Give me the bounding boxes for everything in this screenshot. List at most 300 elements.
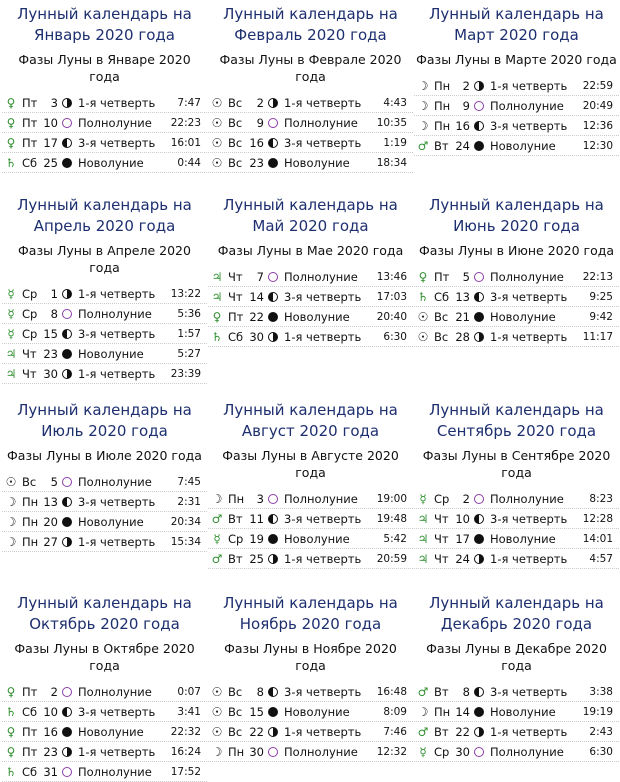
day-number: 13 bbox=[455, 290, 470, 304]
phase-row bbox=[414, 287, 619, 307]
phase-row bbox=[2, 153, 207, 173]
phase-label: Новолуние bbox=[78, 347, 144, 361]
phase-row bbox=[2, 682, 207, 702]
day-number: 30 bbox=[455, 745, 470, 759]
day-number: 13 bbox=[43, 495, 58, 509]
day-number: 30 bbox=[43, 367, 58, 381]
month-september bbox=[414, 400, 619, 569]
phase-label: Новолуние bbox=[78, 515, 144, 529]
phase-list bbox=[2, 93, 207, 173]
phase-label: 1-я четверть bbox=[78, 535, 156, 549]
phase-label: Полнолуние bbox=[490, 745, 564, 759]
weekday: Пт bbox=[228, 310, 244, 324]
row-divider bbox=[2, 172, 207, 173]
phase-row bbox=[414, 116, 619, 136]
first-quarter-icon bbox=[474, 554, 484, 564]
phase-list bbox=[208, 682, 413, 762]
sun-icon: ☉ bbox=[5, 475, 17, 489]
phase-label: Новолуние bbox=[78, 156, 144, 170]
day-number: 2 bbox=[462, 492, 470, 506]
phase-label: Новолуние bbox=[284, 310, 350, 324]
phase-label: Полнолуние bbox=[284, 270, 358, 284]
weekday: Сб bbox=[434, 290, 450, 304]
month-title: Лунный календарь на Январь 2020 года bbox=[17, 5, 192, 44]
day-number: 15 bbox=[249, 705, 264, 719]
day-number: 22 bbox=[249, 310, 264, 324]
first-quarter-icon bbox=[268, 727, 278, 737]
phase-label: Новолуние bbox=[490, 139, 556, 153]
phase-label: Полнолуние bbox=[490, 270, 564, 284]
row-divider bbox=[208, 761, 413, 762]
phase-row bbox=[208, 133, 413, 153]
moon-icon: ☽ bbox=[211, 492, 223, 506]
full-moon-icon bbox=[268, 118, 278, 128]
weekday: Ср bbox=[22, 327, 38, 341]
mars-icon: ♂ bbox=[211, 552, 223, 566]
month-subtitle: Фазы Луны в Декабре 2020 года bbox=[426, 641, 607, 673]
moon-icon: ☽ bbox=[417, 79, 429, 93]
day-number: 21 bbox=[455, 310, 470, 324]
phase-list bbox=[414, 76, 619, 156]
first-quarter-icon bbox=[268, 554, 278, 564]
sun-icon: ☉ bbox=[211, 136, 223, 150]
phase-list bbox=[414, 489, 619, 569]
phase-row bbox=[2, 93, 207, 113]
mars-icon: ♂ bbox=[417, 725, 429, 739]
new-moon-icon bbox=[268, 312, 278, 322]
weekday: Вс bbox=[228, 156, 243, 170]
phase-time: 4:57 bbox=[589, 553, 613, 565]
day-number: 31 bbox=[43, 765, 58, 779]
day-number: 25 bbox=[249, 552, 264, 566]
mercury-icon: ☿ bbox=[7, 287, 15, 301]
weekday: Пн bbox=[434, 119, 451, 133]
weekday: Вт bbox=[228, 512, 243, 526]
weekday: Чт bbox=[22, 347, 37, 361]
venus-icon: ♀ bbox=[6, 96, 16, 110]
new-moon-icon bbox=[62, 727, 72, 737]
day-number: 3 bbox=[50, 96, 58, 110]
phase-time: 23:39 bbox=[170, 368, 201, 380]
phase-time: 22:32 bbox=[170, 726, 201, 738]
row-divider bbox=[414, 568, 619, 569]
weekday: Чт bbox=[228, 270, 243, 284]
mars-icon: ♂ bbox=[417, 139, 429, 153]
phase-row bbox=[414, 267, 619, 287]
month-subtitle: Фазы Луны в Августе 2020 года bbox=[222, 448, 399, 480]
last-quarter-icon bbox=[268, 292, 278, 302]
phase-row bbox=[208, 682, 413, 702]
moon-icon: ☽ bbox=[5, 495, 17, 509]
phase-time: 0:07 bbox=[177, 686, 201, 698]
new-moon-icon bbox=[474, 312, 484, 322]
weekday: Чт bbox=[228, 290, 243, 304]
day-number: 8 bbox=[50, 307, 58, 321]
phase-time: 2:43 bbox=[589, 726, 613, 738]
phase-label: 3-я четверть bbox=[284, 685, 362, 699]
phase-label: 3-я четверть bbox=[490, 685, 568, 699]
weekday: Сб bbox=[228, 330, 244, 344]
month-march bbox=[414, 4, 619, 156]
new-moon-icon bbox=[268, 534, 278, 544]
moon-icon: ☽ bbox=[417, 705, 429, 719]
phase-time: 7:45 bbox=[177, 476, 201, 488]
phase-label: 1-я четверть bbox=[490, 79, 568, 93]
phase-label: Полнолуние bbox=[284, 492, 358, 506]
weekday: Вт bbox=[228, 552, 243, 566]
phase-time: 3:38 bbox=[589, 686, 613, 698]
month-july bbox=[2, 400, 207, 552]
weekday: Сб bbox=[22, 765, 38, 779]
jupiter-icon: ♃ bbox=[211, 270, 223, 284]
weekday: Ср bbox=[434, 492, 450, 506]
day-number: 5 bbox=[50, 475, 58, 489]
day-number: 8 bbox=[256, 685, 264, 699]
day-number: 23 bbox=[43, 347, 58, 361]
phase-row bbox=[208, 742, 413, 762]
phase-row bbox=[208, 113, 413, 133]
last-quarter-icon bbox=[268, 138, 278, 148]
weekday: Ср bbox=[22, 307, 38, 321]
phase-row bbox=[208, 722, 413, 742]
sun-icon: ☉ bbox=[211, 685, 223, 699]
full-moon-icon bbox=[62, 767, 72, 777]
full-moon-icon bbox=[62, 687, 72, 697]
phase-label: 3-я четверть bbox=[78, 136, 156, 150]
phase-row bbox=[2, 344, 207, 364]
day-number: 16 bbox=[43, 725, 58, 739]
phase-row bbox=[414, 742, 619, 762]
day-number: 3 bbox=[256, 492, 264, 506]
sun-icon: ☉ bbox=[417, 310, 429, 324]
row-divider bbox=[208, 346, 413, 347]
saturn-icon: ♄ bbox=[5, 705, 17, 719]
month-title: Лунный календарь на Апрель 2020 года bbox=[17, 196, 192, 235]
first-quarter-icon bbox=[62, 747, 72, 757]
phase-time: 20:59 bbox=[376, 553, 407, 565]
phase-label: 1-я четверть bbox=[78, 367, 156, 381]
day-number: 14 bbox=[249, 290, 264, 304]
month-title: Лунный календарь на Июль 2020 года bbox=[17, 401, 192, 440]
month-subtitle: Фазы Луны в Феврале 2020 года bbox=[219, 52, 402, 84]
last-quarter-icon bbox=[474, 121, 484, 131]
mercury-icon: ☿ bbox=[213, 532, 221, 546]
day-number: 2 bbox=[462, 79, 470, 93]
phase-label: Полнолуние bbox=[78, 307, 152, 321]
phase-row bbox=[208, 153, 413, 173]
new-moon-icon bbox=[474, 534, 484, 544]
phase-list bbox=[2, 284, 207, 384]
phase-label: 1-я четверть bbox=[284, 96, 362, 110]
phase-label: Полнолуние bbox=[78, 116, 152, 130]
phase-time: 9:25 bbox=[589, 291, 613, 303]
phase-time: 19:00 bbox=[376, 493, 407, 505]
month-title: Лунный календарь на Март 2020 года bbox=[429, 5, 604, 44]
sun-icon: ☉ bbox=[211, 116, 223, 130]
row-divider bbox=[414, 761, 619, 762]
weekday: Пн bbox=[22, 495, 39, 509]
phase-label: 1-я четверть bbox=[78, 287, 156, 301]
last-quarter-icon bbox=[268, 514, 278, 524]
jupiter-icon: ♃ bbox=[211, 290, 223, 304]
month-subtitle: Фазы Луны в Январе 2020 года bbox=[18, 52, 191, 84]
phase-row bbox=[2, 113, 207, 133]
venus-icon: ♀ bbox=[6, 685, 16, 699]
phase-label: Новолуние bbox=[490, 532, 556, 546]
phase-label: 1-я четверть bbox=[284, 330, 362, 344]
day-number: 10 bbox=[455, 512, 470, 526]
day-number: 17 bbox=[43, 136, 58, 150]
row-divider bbox=[414, 155, 619, 156]
phase-label: 3-я четверть bbox=[490, 119, 568, 133]
month-november bbox=[208, 593, 413, 762]
month-august bbox=[208, 400, 413, 569]
phase-label: 3-я четверть bbox=[78, 705, 156, 719]
weekday: Пт bbox=[22, 725, 38, 739]
weekday: Вс bbox=[228, 116, 243, 130]
day-number: 22 bbox=[249, 725, 264, 739]
last-quarter-icon bbox=[62, 707, 72, 717]
month-title: Лунный календарь на Август 2020 года bbox=[223, 401, 398, 440]
day-number: 17 bbox=[455, 532, 470, 546]
phase-label: 1-я четверть bbox=[284, 725, 362, 739]
mercury-icon: ☿ bbox=[7, 307, 15, 321]
phase-label: 1-я четверть bbox=[78, 745, 156, 759]
weekday: Вс bbox=[228, 685, 243, 699]
phase-row bbox=[414, 307, 619, 327]
moon-icon: ☽ bbox=[5, 515, 17, 529]
phase-time: 12:32 bbox=[376, 746, 407, 758]
saturn-icon: ♄ bbox=[5, 156, 17, 170]
day-number: 16 bbox=[249, 136, 264, 150]
day-number: 9 bbox=[256, 116, 264, 130]
day-number: 24 bbox=[455, 139, 470, 153]
day-number: 2 bbox=[50, 685, 58, 699]
phase-label: Новолуние bbox=[284, 705, 350, 719]
weekday: Сб bbox=[22, 156, 38, 170]
weekday: Пн bbox=[22, 515, 39, 529]
weekday: Пн bbox=[228, 745, 245, 759]
first-quarter-icon bbox=[62, 537, 72, 547]
full-moon-icon bbox=[474, 747, 484, 757]
phase-row bbox=[414, 489, 619, 509]
month-title: Лунный календарь на Ноябрь 2020 года bbox=[223, 594, 398, 633]
phase-label: 1-я четверть bbox=[78, 96, 156, 110]
weekday: Чт bbox=[434, 552, 449, 566]
month-february bbox=[208, 4, 413, 173]
sun-icon: ☉ bbox=[211, 156, 223, 170]
saturn-icon: ♄ bbox=[417, 290, 429, 304]
phase-label: Полнолуние bbox=[78, 475, 152, 489]
row-divider bbox=[208, 172, 413, 173]
phase-time: 12:30 bbox=[582, 140, 613, 152]
phase-time: 16:01 bbox=[170, 137, 201, 149]
phase-time: 4:43 bbox=[383, 97, 407, 109]
phase-row bbox=[2, 722, 207, 742]
phase-time: 18:34 bbox=[376, 157, 407, 169]
day-number: 23 bbox=[249, 156, 264, 170]
phase-row bbox=[208, 327, 413, 347]
weekday: Пн bbox=[434, 99, 451, 113]
new-moon-icon bbox=[268, 158, 278, 168]
phase-label: Полнолуние bbox=[78, 685, 152, 699]
phase-time: 6:30 bbox=[589, 746, 613, 758]
phase-list bbox=[414, 682, 619, 762]
last-quarter-icon bbox=[62, 497, 72, 507]
weekday: Вс bbox=[434, 310, 449, 324]
full-moon-icon bbox=[62, 118, 72, 128]
jupiter-icon: ♃ bbox=[417, 512, 429, 526]
first-quarter-icon bbox=[268, 332, 278, 342]
phase-row bbox=[414, 509, 619, 529]
venus-icon: ♀ bbox=[6, 136, 16, 150]
month-december bbox=[414, 593, 619, 762]
row-divider bbox=[414, 346, 619, 347]
phase-row bbox=[414, 549, 619, 569]
moon-icon: ☽ bbox=[417, 119, 429, 133]
phase-row bbox=[2, 742, 207, 762]
phase-label: 3-я четверть bbox=[490, 290, 568, 304]
weekday: Вс bbox=[434, 330, 449, 344]
month-subtitle: Фазы Луны в Марте 2020 года bbox=[416, 52, 617, 67]
last-quarter-icon bbox=[62, 138, 72, 148]
day-number: 2 bbox=[256, 96, 264, 110]
phase-label: 1-я четверть bbox=[284, 552, 362, 566]
new-moon-icon bbox=[62, 517, 72, 527]
day-number: 9 bbox=[462, 99, 470, 113]
phase-row bbox=[2, 532, 207, 552]
day-number: 30 bbox=[249, 330, 264, 344]
phase-row bbox=[208, 267, 413, 287]
new-moon-icon bbox=[62, 349, 72, 359]
phase-time: 22:59 bbox=[582, 80, 613, 92]
phase-label: 1-я четверть bbox=[490, 552, 568, 566]
day-number: 27 bbox=[43, 535, 58, 549]
last-quarter-icon bbox=[268, 687, 278, 697]
day-number: 14 bbox=[455, 705, 470, 719]
phase-list bbox=[414, 267, 619, 347]
first-quarter-icon bbox=[62, 369, 72, 379]
mercury-icon: ☿ bbox=[419, 745, 427, 759]
day-number: 19 bbox=[249, 532, 264, 546]
weekday: Пн bbox=[434, 705, 451, 719]
phase-row bbox=[2, 762, 207, 782]
weekday: Пт bbox=[22, 685, 38, 699]
weekday: Вс bbox=[228, 725, 243, 739]
day-number: 15 bbox=[43, 327, 58, 341]
sun-icon: ☉ bbox=[211, 96, 223, 110]
phase-label: Новолуние bbox=[284, 156, 350, 170]
phase-row bbox=[2, 133, 207, 153]
phase-row bbox=[414, 702, 619, 722]
weekday: Пн bbox=[434, 79, 451, 93]
first-quarter-icon bbox=[268, 98, 278, 108]
month-january bbox=[2, 4, 207, 173]
full-moon-icon bbox=[268, 747, 278, 757]
phase-time: 5:27 bbox=[177, 348, 201, 360]
phase-row bbox=[414, 136, 619, 156]
venus-icon: ♀ bbox=[418, 270, 428, 284]
weekday: Чт bbox=[434, 512, 449, 526]
phase-label: 3-я четверть bbox=[490, 512, 568, 526]
phase-row bbox=[208, 529, 413, 549]
phase-row bbox=[414, 76, 619, 96]
weekday: Пн bbox=[228, 492, 245, 506]
phase-time: 5:36 bbox=[177, 308, 201, 320]
venus-icon: ♀ bbox=[6, 725, 16, 739]
moon-icon: ☽ bbox=[211, 745, 223, 759]
phase-time: 19:48 bbox=[376, 513, 407, 525]
phase-label: Полнолуние bbox=[284, 116, 358, 130]
full-moon-icon bbox=[268, 272, 278, 282]
phase-time: 16:24 bbox=[170, 746, 201, 758]
weekday: Пт bbox=[22, 136, 38, 150]
phase-row bbox=[208, 93, 413, 113]
month-subtitle: Фазы Луны в Мае 2020 года bbox=[217, 243, 404, 258]
phase-time: 1:57 bbox=[177, 328, 201, 340]
full-moon-icon bbox=[268, 494, 278, 504]
phase-row bbox=[2, 702, 207, 722]
phase-time: 12:36 bbox=[582, 120, 613, 132]
new-moon-icon bbox=[62, 158, 72, 168]
day-number: 11 bbox=[249, 512, 264, 526]
first-quarter-icon bbox=[62, 98, 72, 108]
month-title: Лунный календарь на Февраль 2020 года bbox=[223, 5, 398, 44]
month-title: Лунный календарь на Декабрь 2020 года bbox=[429, 594, 604, 633]
phase-time: 14:01 bbox=[582, 533, 613, 545]
day-number: 23 bbox=[43, 745, 58, 759]
day-number: 8 bbox=[462, 685, 470, 699]
sun-icon: ☉ bbox=[417, 330, 429, 344]
last-quarter-icon bbox=[474, 292, 484, 302]
phase-time: 10:35 bbox=[376, 117, 407, 129]
sun-icon: ☉ bbox=[211, 705, 223, 719]
phase-time: 2:31 bbox=[177, 496, 201, 508]
new-moon-icon bbox=[268, 707, 278, 717]
phase-time: 15:34 bbox=[170, 536, 201, 548]
mercury-icon: ☿ bbox=[419, 492, 427, 506]
day-number: 24 bbox=[455, 552, 470, 566]
phase-list bbox=[2, 682, 207, 782]
venus-icon: ♀ bbox=[212, 310, 222, 324]
phase-row bbox=[2, 304, 207, 324]
month-title: Лунный календарь на Май 2020 года bbox=[223, 196, 398, 235]
sun-icon: ☉ bbox=[211, 725, 223, 739]
phase-row bbox=[208, 702, 413, 722]
full-moon-icon bbox=[62, 309, 72, 319]
day-number: 1 bbox=[50, 287, 58, 301]
phase-time: 6:30 bbox=[383, 331, 407, 343]
row-divider bbox=[2, 383, 207, 384]
new-moon-icon bbox=[474, 141, 484, 151]
day-number: 30 bbox=[249, 745, 264, 759]
full-moon-icon bbox=[62, 477, 72, 487]
phase-row bbox=[208, 509, 413, 529]
phase-label: Новолуние bbox=[490, 310, 556, 324]
phase-row bbox=[208, 549, 413, 569]
phase-time: 5:42 bbox=[383, 533, 407, 545]
day-number: 20 bbox=[43, 515, 58, 529]
month-october bbox=[2, 593, 207, 782]
first-quarter-icon bbox=[62, 289, 72, 299]
row-divider bbox=[2, 551, 207, 552]
phase-time: 22:13 bbox=[582, 271, 613, 283]
phase-time: 22:23 bbox=[170, 117, 201, 129]
phase-label: 1-я четверть bbox=[490, 725, 568, 739]
phase-time: 17:03 bbox=[376, 291, 407, 303]
phase-time: 8:23 bbox=[589, 493, 613, 505]
phase-row bbox=[2, 492, 207, 512]
